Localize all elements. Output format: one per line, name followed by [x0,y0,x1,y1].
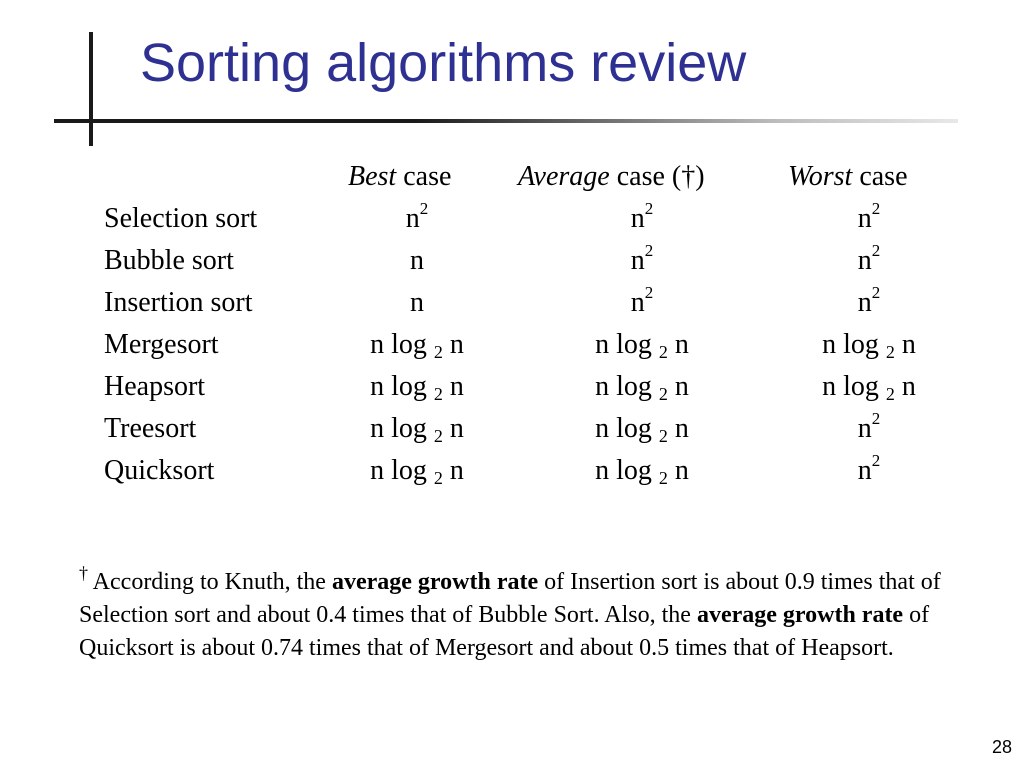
exponent: 2 [644,283,654,302]
header-average-case [518,163,705,191]
complexity-cell-avg: $n^2$ [630,199,654,234]
log-base: 2 [658,384,668,404]
footnote [79,563,959,665]
row-label: Insertion sort [104,287,253,318]
complexity-cell-avg: n log $_2$ n [595,371,689,404]
header-average-italic: Average [518,161,610,192]
header-best-italic: Best [348,161,397,192]
complexity-cell-worst: n log $_2$ n [822,371,916,404]
log-base: 2 [433,426,443,446]
log-base: 2 [658,342,668,362]
log-base: 2 [433,468,443,488]
exponent: 2 [871,451,881,470]
log-base: 2 [885,342,895,362]
log-base: 2 [433,342,443,362]
exponent: 2 [419,199,429,218]
complexity-cell-worst: $n^2$ [857,199,881,234]
footnote-bold-1: average growth rate [331,569,539,595]
complexity-cell-worst: n log $_2$ n [822,329,916,362]
footnote-dagger: † [79,563,88,583]
header-best-rest: case [396,161,452,192]
row-label: Heapsort [104,371,206,402]
complexity-cell-worst: $n^2$ [857,241,881,276]
decorative-horizontal-line [54,119,958,123]
exponent: 2 [871,199,881,218]
footnote-bold-2: average growth rate [696,602,904,628]
log-base: 2 [433,384,443,404]
footnote-text-1: According to Knuth, the [88,569,332,595]
slide-number: 28 [991,737,1012,757]
row-label: Selection sort [104,203,258,234]
row-label: Mergesort [104,329,219,360]
complexity-cell-worst: $n^2$ [857,409,881,444]
row-label: Treesort [104,413,197,444]
complexity-cell-best: $n^2$ [405,199,429,234]
exponent: 2 [871,283,881,302]
complexity-cell-avg: n log $_2$ n [595,413,689,446]
complexity-cell-best: n log $_2$ n [370,455,464,488]
complexity-cell-worst: $n^2$ [857,451,881,486]
decorative-vertical-line [89,32,93,146]
exponent: 2 [871,409,881,428]
header-worst-case [788,163,908,191]
complexity-cell-avg: n log $_2$ n [595,455,689,488]
row-label: Quicksort [104,455,215,486]
log-base: 2 [885,384,895,404]
slide-title: Sorting algorithms review [140,33,747,93]
complexity-cell-worst: $n^2$ [857,283,881,318]
exponent: 2 [871,241,881,260]
log-base: 2 [658,426,668,446]
complexity-cell-best: n [410,287,424,318]
header-worst-italic: Worst [788,161,853,192]
exponent: 2 [644,241,654,260]
complexity-cell-best: n log $_2$ n [370,413,464,446]
row-label: Bubble sort [104,245,234,276]
complexity-cell-avg: n log $_2$ n [595,329,689,362]
footnote-text-3: of Quicksort is about 0.74 times that of Mergesort and about 0.5 times that of Heapsort. [79,602,930,661]
complexity-cell-best: n log $_2$ n [370,371,464,404]
header-worst-rest: case [852,161,908,192]
complexity-cell-best: n log $_2$ n [370,329,464,362]
log-base: 2 [658,468,668,488]
complexity-cell-avg: $n^2$ [630,241,654,276]
footnote-text-2: of Insertion sort is about 0.9 times that of Selection sort and about 0.4 times that of Bubble Sort. Also, the [79,569,941,628]
exponent: 2 [644,199,654,218]
header-average-rest: case (†) [609,161,705,192]
header-best-case [348,163,451,191]
complexity-cell-avg: $n^2$ [630,283,654,318]
complexity-cell-best: n [410,245,424,276]
